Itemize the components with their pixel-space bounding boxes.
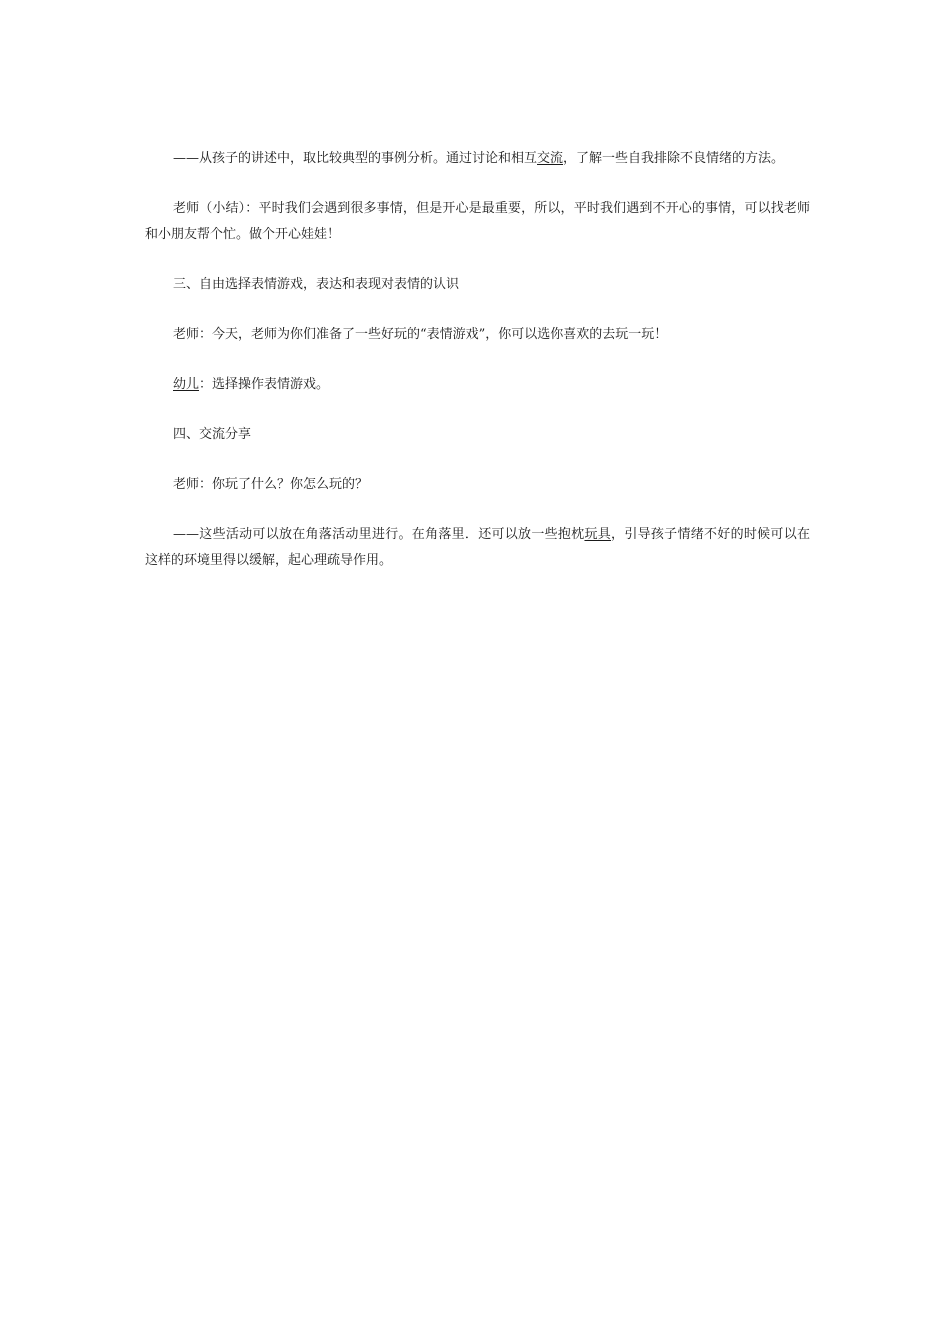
paragraph-teacher-game-intro: 老师：今天，老师为你们准备了一些好玩的“表情游戏”，你可以选你喜欢的去玩一玩！ xyxy=(173,327,668,342)
paragraph-teacher-summary: 老师（小结）：平时我们会遇到很多事情，但是开心是最重要，所以，平时我们遇到不开心的事情，可以找老师和小朋友帮个忙。做个开心娃娃！ xyxy=(145,201,810,242)
section-heading-3: 三、自由选择表情游戏，表达和表现对表情的认识 xyxy=(173,277,460,292)
paragraph-teacher-question: 老师：你玩了什么？你怎么玩的？ xyxy=(173,477,369,492)
link-children[interactable]: 幼儿 xyxy=(173,377,200,392)
text-segment: ：选择操作表情游戏。 xyxy=(199,377,330,392)
paragraph-case-analysis xyxy=(145,146,810,172)
section-heading-4: 四、交流分享 xyxy=(173,427,252,442)
text-segment: ，引导孩子情绪不好的时候可以在这样的环境里得以缓解，起心理疏导作用。 xyxy=(145,527,810,568)
text-segment: ——这些活动可以放在角落活动里进行。在角落里．还可以放一些抱枕 xyxy=(173,527,585,542)
text-segment: ——从孩子的讲述中，取比较典型的事例分析。通过讨论和相互 xyxy=(173,151,538,166)
paragraph-corner-activity xyxy=(145,522,810,574)
link-exchange[interactable]: 交流 xyxy=(537,151,564,166)
paragraph-children-activity xyxy=(145,372,810,398)
document-body xyxy=(145,146,810,598)
link-toys[interactable]: 玩具 xyxy=(584,527,612,542)
text-segment: ，了解一些自我排除不良情绪的方法。 xyxy=(563,151,785,166)
